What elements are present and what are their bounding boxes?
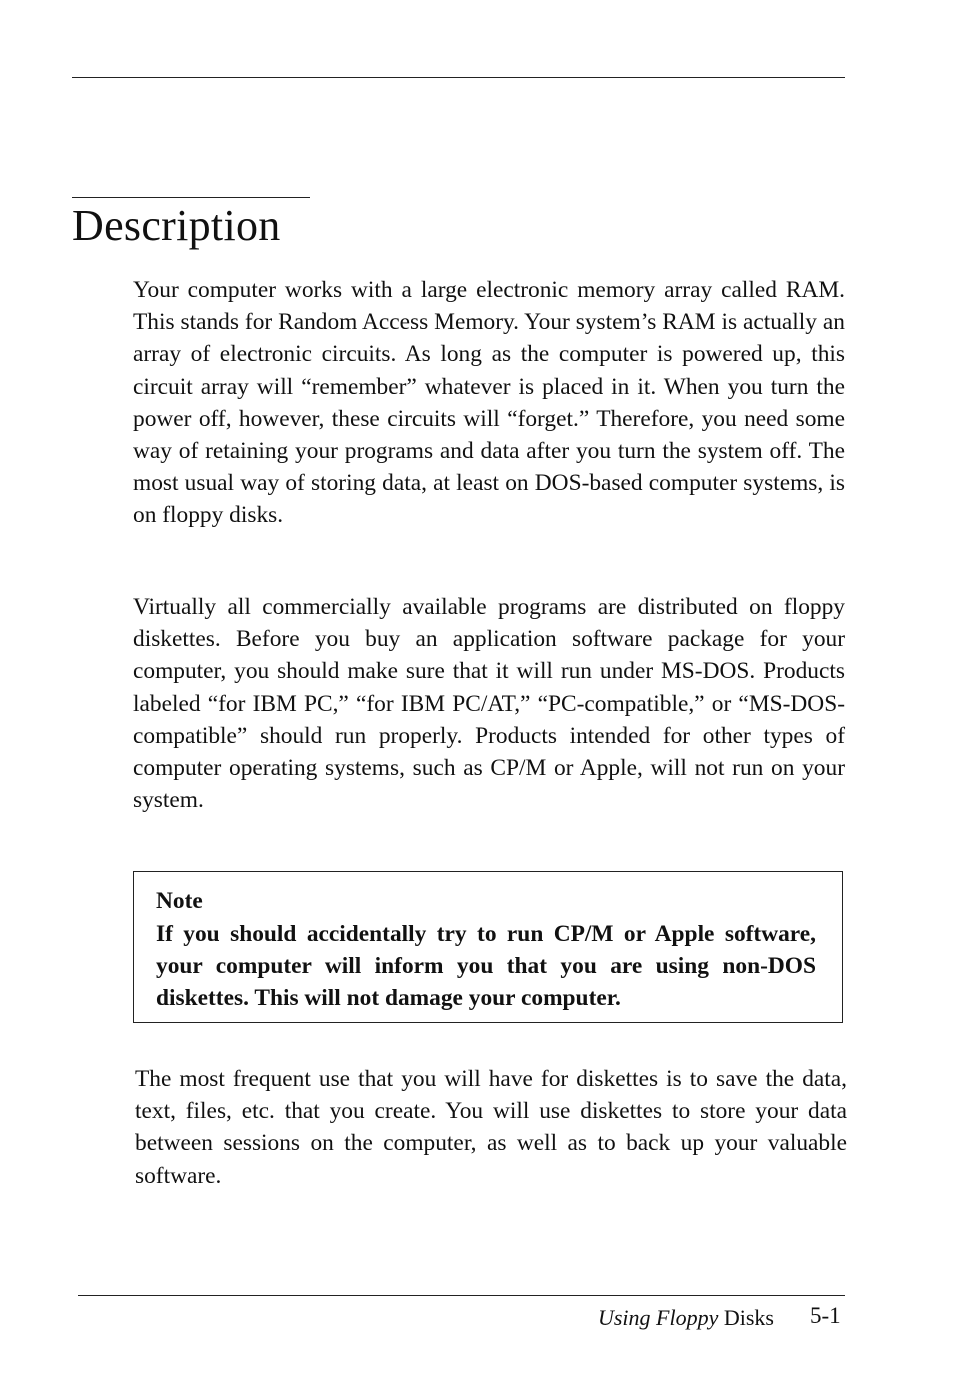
- section-heading: Description: [72, 201, 281, 250]
- footer-section-plain: Disks: [723, 1305, 774, 1330]
- paragraph-uses: The most frequent use that you will have for diskettes is to save the data, text, files, etc. that you create. You will use diskettes to store your data between sessions on the computer, as well as to back up your valuable software.: [135, 1066, 847, 1189]
- top-rule: [72, 77, 845, 78]
- running-footer: [598, 1303, 774, 1333]
- note-body: If you should accidentally try to run CP/M or Apple software, your computer will inform you that you are using non-DOS diskettes. This will not damage your computer.: [156, 921, 816, 1011]
- footer-section-italic: Using Floppy: [597, 1305, 719, 1330]
- note-title: Note: [156, 888, 203, 914]
- page-number: 5-1: [810, 1303, 841, 1328]
- paragraph-programs: Virtually all commercially available programs are distributed on floppy diskettes. Before you buy an application software package for your computer, you should make sure that it will run under MS-DOS. Products labeled “for IBM PC,” “for IBM PC/AT,” “PC-compatible,” or “MS-DOS-compatible” should run properly. Products intended for other types of computer operating systems, such as CP/M or Apple, will not run on your system.: [133, 594, 845, 814]
- paragraph-ram: Your computer works with a large electronic memory array called RAM. This stands for Random Access Memory. Your system’s RAM is actually an array of electronic circuits. As long as the computer is powered up, this circuit array will “remember” whatever is placed in it. When you turn the power off, however, these circuits will “forget.” Therefore, you need some way of retaining your programs and data after you turn the system off. The most usual way of storing data, at least on DOS-based computer systems, is on floppy disks.: [133, 277, 845, 529]
- note-box: [133, 871, 843, 1023]
- bottom-rule: [78, 1295, 845, 1296]
